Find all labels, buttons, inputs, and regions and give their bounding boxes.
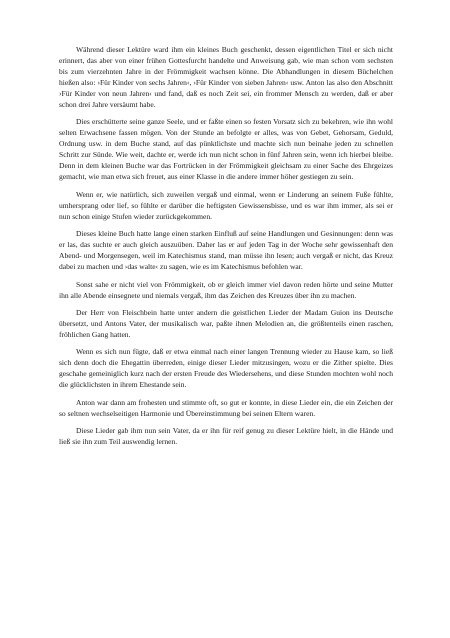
document-page — [59, 44, 393, 454]
paragraph: Sonst sahe er nicht viel von Frömmigkeit, ob er gleich immer viel davon reden hörte und seine Mutter ihn alle Abende einsegnete und niemals vergaß, ihm das Zeichen des Kreuzes über ihn zu machen. — [59, 279, 393, 300]
paragraph: Diese Lieder gab ihm nun sein Vater, da er ihn für reif genug zu dieser Lektüre hielt, in die Hände und ließ sie ihn zum Teil auswendig lernen. — [59, 426, 393, 447]
paragraph: Dies erschütterte seine ganze Seele, und er faßte einen so festen Vorsatz sich zu bekehren, wie ihn wohl selten Erwachsene fassen mögen. Von der Stunde an befolgte er alles, was von Gebet, Gehorsam, Geduld, Ordnung usw. in dem Buche stand, auf das pünktlichste und machte sich nun beinahe jeden zu schnellen Schritt zur Sünde. Wie weit, dachte er, werde ich nun nicht schon in fünf Jahren sein, wenn ich hierbei bleibe. Denn in dem kleinen Buche war das Fortrücken in der Frömmigkeit gleichsam zu einer Sache des Ehrgeizes gemacht, wie man etwa sich freuet, aus einer Klasse in die andere immer höher gestiegen zu sein. — [59, 117, 393, 182]
paragraph: Dieses kleine Buch hatte lange einen starken Einfluß auf seine Handlungen und Gesinnungen: denn was er las, das suchte er auch gleich auszuüben. Daher las er auf jeden Tag in der Woche sehr gewissenhaft den Abend- und Morgensegen, weil im Katechismus stand, man müsse ihn lesen; auch vergaß er nicht, das Kreuz dabei zu machen und ›das walte‹ zu sagen, wie es im Katechismus befohlen war. — [59, 229, 393, 272]
paragraph: Wenn er, wie natürlich, sich zuweilen vergaß und einmal, wenn er Linderung an seinem Fuße fühlte, umhersprang oder lief, so fühlte er darüber die heftigsten Gewissensbisse, und es war ihm immer, als sei er nun schon einige Stufen wieder zurückgekommen. — [59, 189, 393, 221]
paragraph: Wenn es sich nun fügte, daß er etwa einmal nach einer langen Trennung wieder zu Hause kam, so ließ sich denn doch die Ehegattin überreden, einige dieser Lieder mitzusingen, wozu er die Zither spielte. Dies geschahe gemeiniglich kurz nach der ersten Freude des Wiedersehens, und diese Stunden mochten wohl noch die glücklichsten in ihrem Ehestande sein. — [59, 347, 393, 390]
paragraph: Anton war dann am frohesten und stimmte oft, so gut er konnte, in diese Lieder ein, die ein Zeichen der so seltnen wechselseitigen Harmonie und Übereinstimmung bei seinen Eltern waren. — [59, 397, 393, 418]
paragraph: Während dieser Lektüre ward ihm ein kleines Buch geschenkt, dessen eigentlichen Titel er sich nicht erinnert, das aber von einer frühen Gottesfurcht handelte und Anweisung gab, wie man schon vom sechsten bis zum vierzehnten Jahre in der Frömmigkeit wachsen könne. Die Abhandlungen in diesem Büchelchen hießen also: ›Für Kinder von sechs Jahren‹, ›Für Kinder von sieben Jahren‹ usw. Anton las also den Abschnitt ›Für Kinder von neun Jahren‹ und fand, daß es noch Zeit sei, ein frommer Mensch zu werden, daß er aber schon drei Jahre versäumt habe. — [59, 45, 393, 109]
paragraph: Der Herr von Fleischbein hatte unter andern die geistlichen Lieder der Madam Guion ins Deutsche übersetzt, und Antons Vater, der musikalisch war, paßte ihnen Melodien an, die größtenteils einen raschen, fröhlichen Gang hatten. — [59, 307, 393, 339]
